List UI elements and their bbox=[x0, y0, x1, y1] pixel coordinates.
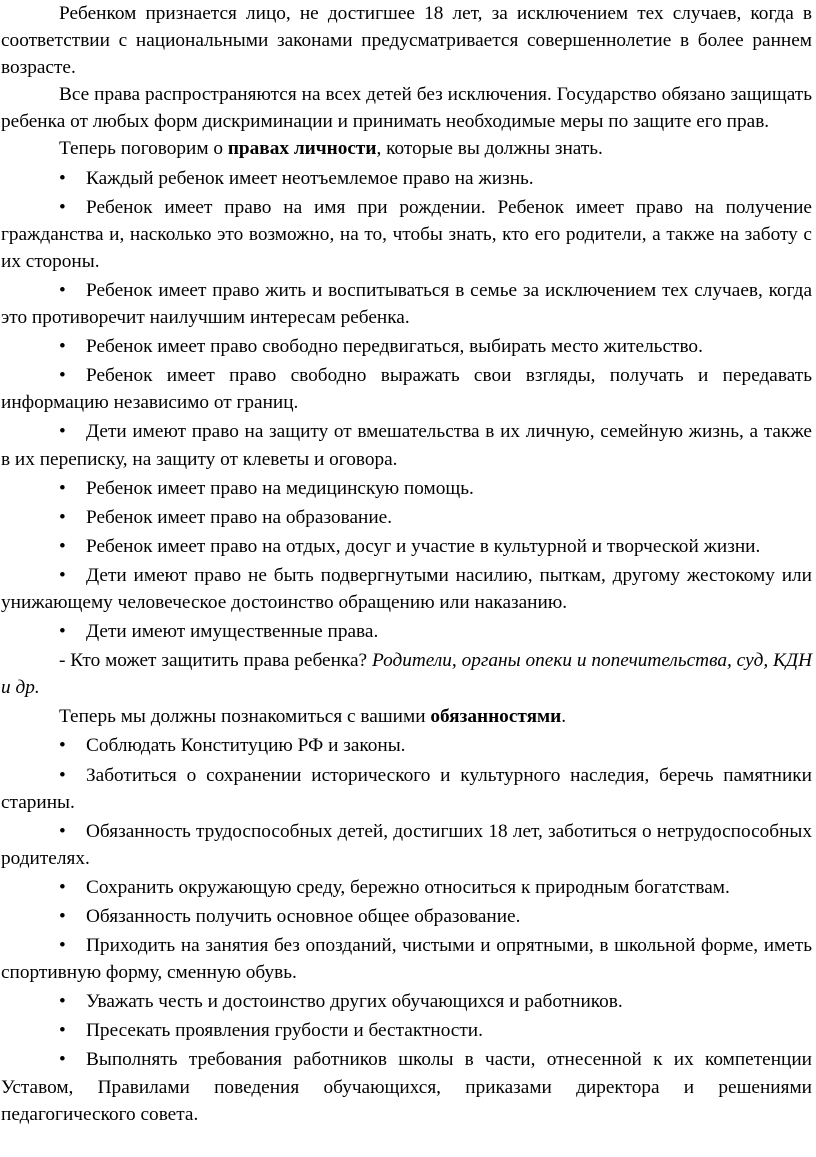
bullet-icon: • bbox=[59, 820, 66, 842]
rights-intro-before: Теперь поговорим о bbox=[59, 138, 228, 160]
rights-list bbox=[1, 165, 812, 646]
rights-intro-bold: правах личности bbox=[227, 138, 377, 160]
duties-intro bbox=[1, 703, 812, 730]
bullet-icon: • bbox=[59, 906, 66, 927]
list-item-text: Ребенок имеет право жить и воспитываться в семье за исключением тех случаев, когда это противоречит наилучшим интересам ребенка. bbox=[1, 279, 812, 329]
list-item-text: Ребенок имеет право на отдых, досуг и участие в культурной и творческой жизни. bbox=[86, 535, 761, 557]
bullet-icon: • bbox=[59, 735, 66, 757]
bullet-icon: • bbox=[59, 1049, 66, 1071]
bullet-icon: • bbox=[59, 1020, 66, 1042]
list-item bbox=[1, 194, 812, 275]
list-item bbox=[1, 762, 812, 816]
list-item-text: Сохранить окружающую среду, бережно относиться к природным богатствам. bbox=[86, 876, 730, 898]
intro-paragraph-2: Все права распространяются на всех детей без исключения. Государство обязано защищать ребенка от любых форм дискриминации и принимать необходимые меры по защите его прав. bbox=[1, 84, 812, 133]
bullet-icon: • bbox=[59, 196, 66, 218]
bullet-icon: • bbox=[59, 621, 66, 643]
bullet-icon: • bbox=[59, 365, 66, 387]
list-item-text: Ребенок имеет право на образование. bbox=[86, 506, 393, 528]
list-item bbox=[1, 818, 812, 872]
duties-list bbox=[1, 732, 812, 1127]
bullet-icon: • bbox=[59, 935, 66, 957]
list-item-text: Уважать честь и достоинство других обучающихся и работников. bbox=[86, 991, 623, 1013]
list-item-text: Ребенок имеет право свободно выражать свои взгляды, получать и передавать информацию независимо от границ. bbox=[1, 365, 812, 414]
list-item-text: Дети имеют право на защиту от вмешательства в их личную, семейную жизнь, а также в их переписку, на защиту от клеветы и оговора. bbox=[1, 421, 812, 470]
list-item bbox=[1, 988, 812, 1015]
rights-intro-after: , которые вы должны знать. bbox=[376, 138, 603, 160]
list-item-text: Пресекать проявления грубости и бестактности. bbox=[86, 1020, 483, 1042]
bullet-icon: • bbox=[59, 167, 66, 189]
question-paragraph bbox=[1, 647, 812, 701]
list-item bbox=[1, 1046, 812, 1127]
bullet-icon: • bbox=[59, 421, 66, 443]
rights-intro bbox=[1, 135, 812, 162]
list-item bbox=[1, 1017, 812, 1044]
bullet-icon: • bbox=[59, 564, 66, 586]
bullet-icon: • bbox=[59, 876, 66, 898]
list-item bbox=[1, 165, 812, 192]
list-item bbox=[1, 932, 812, 986]
list-item bbox=[1, 903, 812, 930]
list-item-text: Заботиться о сохранении исторического и культурного наследия, беречь памятники старины. bbox=[1, 764, 812, 813]
question-answer: Родители, органы опеки и попечительства, суд, КДН и др. bbox=[1, 650, 812, 699]
list-item-text: Выполнять требования работников школы в части, отнесенной к их компетенции Уставом, Правилами поведения обучающихся, приказами директора и решениями педагогического совета. bbox=[1, 1049, 812, 1125]
list-item bbox=[1, 362, 812, 416]
list-item-text: Приходить на занятия без опозданий, чистыми и опрятными, в школьной форме, иметь спортивную форму, сменную обувь. bbox=[1, 935, 812, 984]
list-item bbox=[1, 732, 812, 759]
bullet-icon: • bbox=[59, 991, 66, 1013]
list-item-text: Ребенок имеет право свободно передвигаться, выбирать место жительство. bbox=[86, 336, 703, 358]
duties-intro-bold: обязанностями bbox=[430, 706, 562, 728]
list-item-text: Обязанность получить основное общее образование. bbox=[86, 906, 521, 927]
question-text: - Кто может защитить права ребенка? bbox=[59, 650, 372, 672]
bullet-icon: • bbox=[59, 506, 66, 528]
list-item bbox=[1, 475, 812, 502]
list-item bbox=[1, 504, 812, 531]
list-item-text: Дети имеют право не быть подвергнутыми насилию, пыткам, другому жестокому или унижающему человеческое достоинство обращению или наказанию. bbox=[1, 564, 812, 613]
list-item-text: Ребенок имеет право на медицинскую помощь. bbox=[86, 477, 474, 499]
bullet-icon: • bbox=[59, 477, 66, 499]
list-item bbox=[1, 562, 812, 616]
list-item-text: Обязанность трудоспособных детей, достигших 18 лет, заботиться о нетрудоспособных родителях. bbox=[1, 820, 812, 869]
list-item-text: Каждый ребенок имеет неотъемлемое право на жизнь. bbox=[86, 167, 534, 189]
bullet-icon: • bbox=[59, 764, 66, 786]
list-item bbox=[1, 333, 812, 360]
list-item bbox=[1, 418, 812, 472]
duties-intro-before: Теперь мы должны познакомиться с вашими bbox=[59, 706, 431, 728]
list-item-text: Ребенок имеет право на имя при рождении. Ребенок имеет право на получение гражданства и, насколько это возможно, на то, чтобы знать, кто его родители, а также на заботу с их стороны. bbox=[1, 196, 812, 272]
list-item bbox=[1, 618, 812, 645]
bullet-icon: • bbox=[59, 535, 66, 557]
list-item bbox=[1, 874, 812, 901]
intro-paragraph-1: Ребенком признается лицо, не достигшее 18 лет, за исключением тех случаев, когда в соответствии с национальными законами предусматривается совершеннолетие в более раннем возрасте. bbox=[1, 3, 812, 79]
bullet-icon: • bbox=[59, 336, 66, 358]
duties-intro-after: . bbox=[561, 706, 567, 728]
list-item-text: Соблюдать Конституцию РФ и законы. bbox=[86, 735, 406, 757]
list-item bbox=[1, 277, 812, 331]
list-item-text: Дети имеют имущественные права. bbox=[86, 621, 379, 643]
bullet-icon: • bbox=[59, 279, 66, 301]
list-item bbox=[1, 533, 812, 560]
